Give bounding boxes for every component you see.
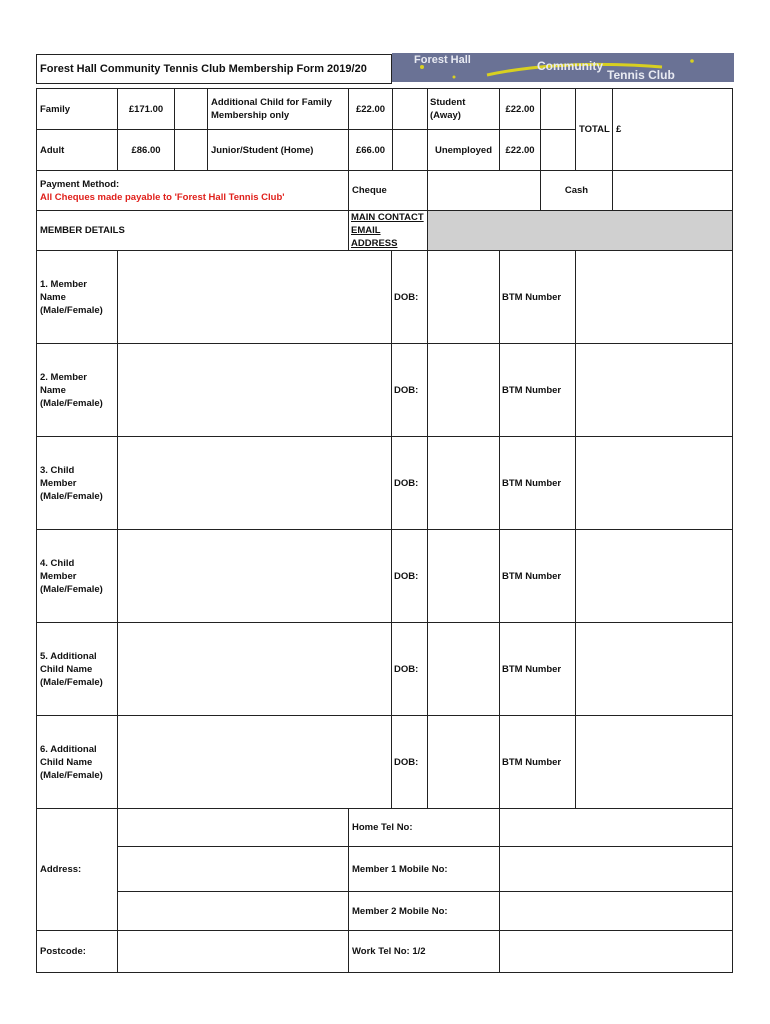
member-dob-label-3 (391, 436, 428, 530)
member-dob-field-5[interactable] (427, 622, 500, 716)
member-name-field-3[interactable] (117, 436, 392, 530)
member-dob-field-4[interactable] (427, 529, 500, 623)
member-name-field-4[interactable] (117, 529, 392, 623)
address-label (36, 808, 118, 931)
member-btm-label-6 (499, 715, 576, 809)
main-contact-email-field[interactable] (427, 210, 733, 251)
home-tel-label (348, 808, 500, 847)
member-name-label-text-6: 6. Additional Child Name (Male/Female) (40, 743, 103, 781)
fee-junior-label-text: Junior/Student (Home) (211, 144, 314, 156)
member-btm-label-3 (499, 436, 576, 530)
fee-adult-tick-box[interactable] (174, 129, 208, 171)
member-dob-label-6 (391, 715, 428, 809)
fee-student-away-price-text: £22.00 (505, 103, 535, 115)
member-btm-label-text-4: BTM Number (502, 570, 562, 582)
payment-cash-box[interactable] (612, 170, 733, 211)
fee-unemployed-price-text: £22.00 (505, 144, 535, 156)
fee-family-price-text: £171.00 (128, 103, 164, 115)
main-contact-email-text: MAIN CONTACT EMAIL ADDRESS (351, 212, 424, 249)
fee-junior-label (207, 129, 349, 171)
fee-additional-label (207, 88, 349, 130)
member-name-label-5 (36, 622, 118, 716)
member-dob-label-text-5: DOB: (394, 663, 419, 675)
fee-family-label (36, 88, 118, 130)
member-details-header (36, 210, 349, 251)
logo-line-1: Forest Hall (414, 54, 471, 66)
member-name-label-text-1: 1. Member Name (Male/Female) (40, 278, 103, 316)
member-dob-field-3[interactable] (427, 436, 500, 530)
total-label (575, 88, 613, 171)
member-btm-label-1 (499, 250, 576, 344)
fee-junior-tick-box[interactable] (392, 129, 428, 171)
fee-adult-price-text: £86.00 (131, 144, 161, 156)
member-name-field-6[interactable] (117, 715, 392, 809)
member-details-header-text: MEMBER DETAILS (40, 225, 125, 236)
member-dob-field-2[interactable] (427, 343, 500, 437)
fee-unemployed-label (427, 129, 500, 171)
member-dob-field-6[interactable] (427, 715, 500, 809)
page-title-text: Forest Hall Community Tennis Club Membership Form 2019/20 (40, 62, 367, 75)
fee-additional-price (348, 88, 393, 130)
member-dob-label-text-2: DOB: (394, 384, 419, 396)
payment-cheque-text: Cheque (352, 185, 387, 196)
work-tel-label-text: Work Tel No: 1/2 (352, 946, 426, 957)
fee-adult-label-text: Adult (40, 144, 65, 156)
member-btm-label-2 (499, 343, 576, 437)
member-dob-label-text-1: DOB: (394, 291, 419, 303)
fee-unemployed-price (499, 129, 541, 171)
member-name-label-3 (36, 436, 118, 530)
member2-mobile-label (348, 891, 500, 931)
fee-student-away-label-text: Student (Away) (430, 97, 466, 121)
member-name-label-6 (36, 715, 118, 809)
member-name-label-4 (36, 529, 118, 623)
member-name-label-text-4: 4. Child Member (Male/Female) (40, 557, 103, 595)
main-contact-email-label (348, 210, 428, 251)
address-line-3[interactable] (117, 891, 349, 931)
fee-adult-label (36, 129, 118, 171)
member-dob-field-1[interactable] (427, 250, 500, 344)
fee-family-label-text: Family (40, 103, 71, 115)
member-btm-field-6[interactable] (575, 715, 733, 809)
fee-student-away-tick-box[interactable] (540, 88, 576, 130)
member-btm-field-5[interactable] (575, 622, 733, 716)
member-dob-label-2 (391, 343, 428, 437)
fee-unemployed-tick-box[interactable] (540, 129, 576, 171)
fee-additional-price-text: £22.00 (355, 103, 386, 115)
fee-additional-label-text: Additional Child for Family Membership only (211, 97, 332, 121)
fee-student-away-price (499, 88, 541, 130)
member1-mobile-label-text: Member 1 Mobile No: (352, 863, 448, 875)
member-name-field-5[interactable] (117, 622, 392, 716)
member1-mobile-label (348, 846, 500, 892)
work-tel-label (348, 930, 500, 973)
member-btm-label-text-2: BTM Number (502, 384, 562, 396)
payment-cheque-box[interactable] (427, 170, 541, 211)
home-tel-label-text: Home Tel No: (352, 822, 413, 833)
home-tel-field[interactable] (499, 808, 733, 847)
logo-line-3: Tennis Club (607, 68, 675, 82)
member-name-field-1[interactable] (117, 250, 392, 344)
member-btm-label-text-5: BTM Number (502, 663, 562, 675)
address-label-text: Address: (40, 864, 82, 875)
club-logo-graphic (392, 53, 734, 82)
fee-adult-price (117, 129, 175, 171)
member-name-field-2[interactable] (117, 343, 392, 437)
member-btm-field-3[interactable] (575, 436, 733, 530)
payment-cheque-note: All Cheques made payable to 'Forest Hall Tennis Club' (40, 192, 285, 203)
member-btm-field-1[interactable] (575, 250, 733, 344)
postcode-field[interactable] (117, 930, 349, 973)
payment-cash-text: Cash (564, 185, 589, 196)
club-logo (392, 53, 734, 82)
payment-method (36, 170, 349, 211)
fee-junior-price (348, 129, 393, 171)
work-tel-field[interactable] (499, 930, 733, 973)
page-title (36, 54, 392, 84)
fee-family-tick-box[interactable] (174, 88, 208, 130)
postcode-label-text: Postcode: (40, 946, 86, 957)
fee-student-away-label (427, 88, 500, 130)
member-btm-label-5 (499, 622, 576, 716)
member-name-label-text-5: 5. Additional Child Name (Male/Female) (40, 650, 103, 688)
member-btm-field-4[interactable] (575, 529, 733, 623)
address-line-2[interactable] (117, 846, 349, 892)
member1-mobile-field[interactable] (499, 846, 733, 892)
member-dob-label-4 (391, 529, 428, 623)
total-currency-text: £ (616, 124, 622, 135)
member-name-label-2 (36, 343, 118, 437)
address-line-1[interactable] (117, 808, 349, 847)
member-dob-label-text-3: DOB: (394, 477, 419, 489)
member2-mobile-label-text: Member 2 Mobile No: (352, 905, 448, 917)
payment-cash-label (540, 170, 613, 211)
member-btm-field-2[interactable] (575, 343, 733, 437)
member2-mobile-field[interactable] (499, 891, 733, 931)
member-btm-label-text-3: BTM Number (502, 477, 562, 489)
member-dob-label-5 (391, 622, 428, 716)
logo-line-2: Community (537, 59, 603, 73)
total-label-text: TOTAL (579, 124, 610, 135)
fee-junior-price-text: £66.00 (355, 144, 386, 156)
member-btm-label-4 (499, 529, 576, 623)
member-dob-label-1 (391, 250, 428, 344)
fee-family-price (117, 88, 175, 130)
payment-method-label: Payment Method: (40, 179, 120, 190)
member-name-label-text-3: 3. Child Member (Male/Female) (40, 464, 103, 502)
member-btm-label-text-6: BTM Number (502, 756, 562, 768)
member-name-label-1 (36, 250, 118, 344)
member-dob-label-text-6: DOB: (394, 756, 419, 768)
payment-cheque-label (348, 170, 428, 211)
fee-additional-tick-box[interactable] (392, 88, 428, 130)
postcode-label (36, 930, 118, 973)
member-name-label-text-2: 2. Member Name (Male/Female) (40, 371, 103, 409)
member-dob-label-text-4: DOB: (394, 570, 419, 582)
total-field[interactable] (612, 88, 733, 171)
member-btm-label-text-1: BTM Number (502, 291, 562, 303)
fee-unemployed-label-text: Unemployed (434, 144, 492, 156)
